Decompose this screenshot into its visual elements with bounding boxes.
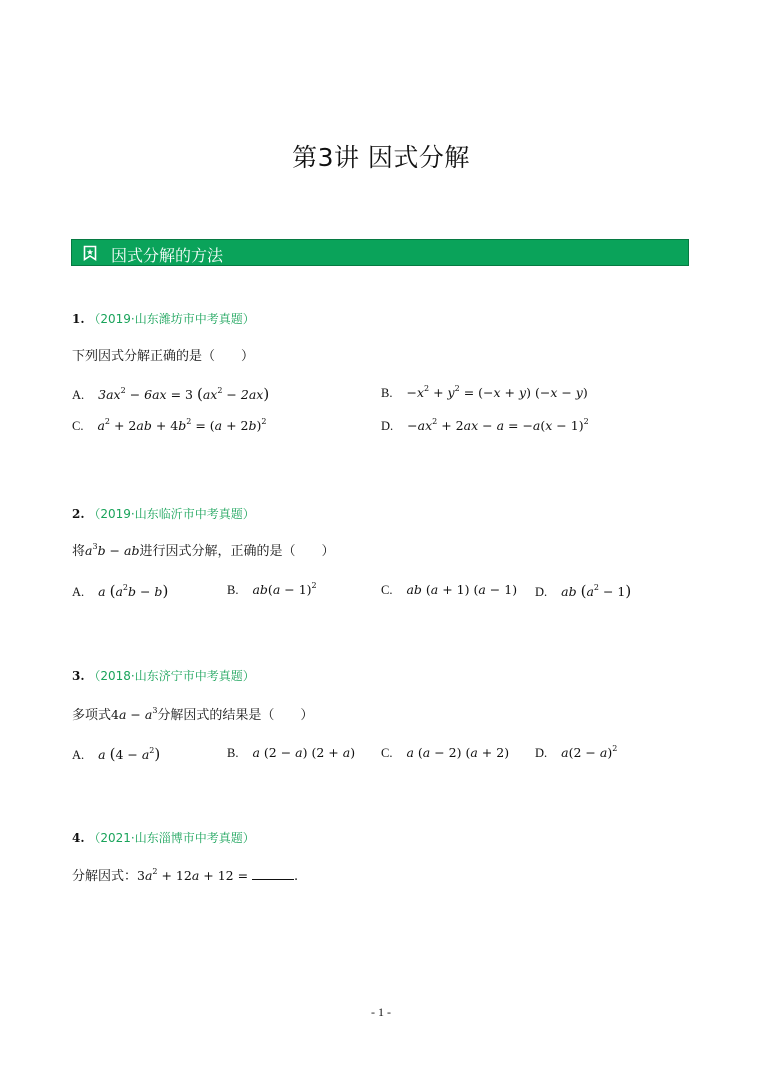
q2-option-a[interactable] (72, 582, 168, 600)
bookmark-star-icon (83, 245, 97, 261)
stem-text: 分解因式： (72, 869, 138, 884)
section-title: 因式分解的方法 (111, 246, 224, 265)
option-expression: a $(a^2b - b)$ (98, 582, 169, 600)
q1-option-b[interactable] (381, 385, 588, 401)
option-label: A. (72, 388, 85, 402)
option-label: C. (381, 583, 393, 597)
option-expression: $-x^2 + y^2 = (-x + y) (-x - y)$ (406, 384, 588, 400)
question-number: 2. (72, 507, 85, 521)
question-1-stem: 下列因式分解正确的是（ ） (72, 349, 255, 364)
stem-text: 分解因式的结果是（ ） (157, 708, 314, 723)
section-header-bar (71, 239, 689, 266)
q3-option-d[interactable] (535, 745, 617, 761)
q2-option-b[interactable] (227, 582, 317, 598)
question-4-stem (72, 865, 298, 884)
page-title: 第3讲 因式分解 (292, 143, 470, 172)
question-number: 3. (72, 669, 85, 683)
option-label: B. (227, 746, 239, 760)
question-number: 4. (72, 831, 85, 845)
question-4-header (72, 829, 255, 846)
stem-text: . (294, 869, 299, 884)
question-1-header (72, 310, 255, 327)
option-label: B. (381, 386, 393, 400)
q3-option-a[interactable] (72, 745, 160, 763)
option-expression: a (2 − a) (2 + a) (252, 745, 356, 760)
option-label: C. (381, 746, 393, 760)
option-expression: $3ax^2 - 6ax = 3$ $(ax^2 - 2ax)$ (98, 385, 270, 403)
option-expression: a $(4 - a^2)$ (98, 745, 161, 763)
question-source: （2019·山东临沂市中考真题） (88, 507, 255, 521)
option-label: C. (72, 419, 84, 433)
q1-option-a[interactable] (72, 385, 269, 403)
option-label: A. (72, 585, 85, 599)
option-expression: $a^2 + 2ab + 4b^2 = (a + 2b)^2$ (97, 417, 267, 433)
page-number: - 1 - (371, 1005, 391, 1019)
question-number: 1. (72, 312, 85, 326)
question-source: （2019·山东潍坊市中考真题） (88, 312, 255, 326)
question-3-stem (72, 704, 313, 723)
q2-option-c[interactable] (381, 582, 517, 598)
q2-option-d[interactable] (535, 582, 631, 600)
option-label: D. (535, 746, 548, 760)
option-expression: $-ax^2 + 2ax - a = -a(x - 1)^2$ (407, 417, 589, 433)
q1-option-d[interactable] (381, 418, 589, 434)
question-source: （2018·山东济宁市中考真题） (88, 669, 255, 683)
stem-expression: $3a^2 + 12a + 12$ = (137, 867, 253, 883)
question-2-stem (72, 540, 334, 559)
stem-text: 进行因式分解，正确的是（ ） (139, 544, 335, 559)
option-label: D. (535, 585, 548, 599)
option-label: B. (227, 583, 239, 597)
option-label: A. (72, 748, 85, 762)
q3-option-c[interactable] (381, 745, 509, 761)
question-3-header (72, 667, 255, 684)
stem-expression: $a^3b$ − ab (85, 542, 140, 558)
stem-text: 将 (72, 544, 86, 559)
stem-expression: $4a - a^3$ (111, 706, 158, 722)
option-expression: ab $(a^2 - 1)$ (561, 582, 632, 600)
option-expression: $ab(a - 1)^2$ (252, 581, 317, 597)
question-2-header (72, 505, 255, 522)
stem-text: 多项式 (72, 708, 112, 723)
option-expression: $a(2 - a)^2$ (561, 744, 618, 760)
q1-option-c[interactable] (72, 418, 267, 434)
option-expression: ab (a + 1) (a − 1) (406, 582, 518, 597)
q3-option-b[interactable] (227, 745, 355, 761)
option-label: D. (381, 419, 394, 433)
option-expression: a (a − 2) (a + 2) (406, 745, 510, 760)
answer-blank[interactable] (252, 869, 294, 880)
question-source: （2021·山东淄博市中考真题） (88, 831, 255, 845)
